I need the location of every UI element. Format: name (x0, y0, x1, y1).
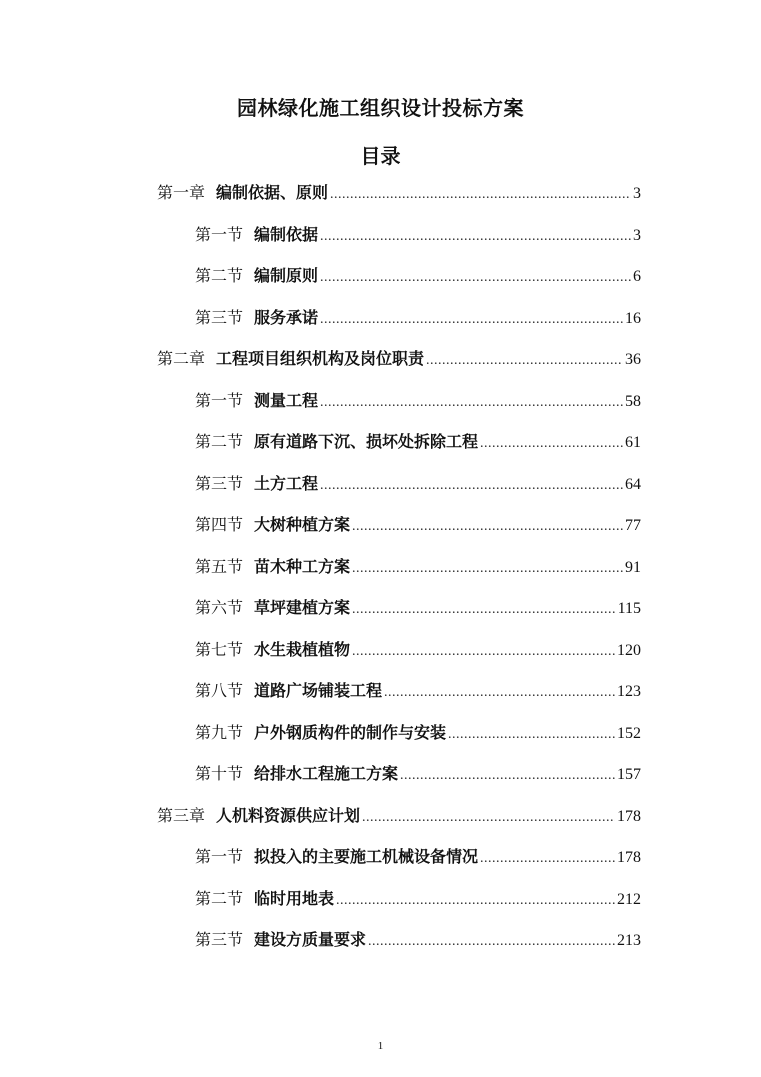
toc-entry[interactable] (195, 510, 641, 540)
toc-entry-label: 苗木种工方案 (254, 557, 351, 576)
toc-entry[interactable] (195, 469, 641, 499)
toc-leader-dots (320, 263, 631, 293)
toc-entry-label: 水生栽植植物 (254, 640, 351, 659)
toc-entry-label: 拟投入的主要施工机械设备情况 (254, 847, 479, 866)
toc-entry-page: 120 (617, 642, 641, 659)
toc-entry-label: 工程项目组织机构及岗位职责 (216, 349, 425, 368)
toc-leader-dots (368, 927, 615, 957)
toc-entry-label: 大树种植方案 (254, 515, 351, 534)
toc-leader-dots (320, 222, 631, 252)
toc-entry[interactable] (195, 759, 641, 789)
toc-leader-dots (320, 305, 623, 335)
toc-entry-label: 测量工程 (254, 391, 319, 410)
toc-entry[interactable] (195, 884, 641, 914)
toc-entry-number: 第三章 (157, 806, 206, 825)
toc-leader-dots (336, 886, 615, 916)
toc-entry-number: 第三节 (195, 930, 244, 949)
toc-entry[interactable] (195, 427, 641, 457)
toc-leader-dots (330, 180, 631, 210)
toc-entry-number: 第二节 (195, 266, 244, 285)
page-number: 1 (377, 1040, 384, 1052)
toc-entry[interactable] (195, 303, 641, 333)
toc-leader-dots (352, 637, 615, 667)
toc-entry[interactable] (195, 261, 641, 291)
toc-leader-dots (384, 678, 615, 708)
toc-entry[interactable] (157, 801, 641, 831)
toc-entry-number: 第二节 (195, 889, 244, 908)
toc-entry-label: 服务承诺 (254, 308, 319, 327)
toc-entry-number: 第五节 (195, 557, 244, 576)
toc-heading: 目录 (360, 144, 401, 168)
toc-entry-number: 第一节 (195, 847, 244, 866)
toc-entry-label: 草坪建植方案 (254, 598, 351, 617)
toc-entry[interactable] (195, 676, 641, 706)
toc-entry-page: 212 (617, 891, 641, 908)
toc-entry-number: 第三节 (195, 474, 244, 493)
toc-entry-page: 61 (625, 434, 641, 451)
toc-entry[interactable] (195, 386, 641, 416)
toc-entry-page: 3 (633, 227, 641, 244)
toc-entry[interactable] (195, 220, 641, 250)
toc-leader-dots (362, 803, 615, 833)
toc-entry-label: 建设方质量要求 (254, 930, 367, 949)
toc-entry[interactable] (195, 635, 641, 665)
toc-entry-number: 第九节 (195, 723, 244, 742)
toc-entry-page: 91 (625, 559, 641, 576)
toc-entry-label: 户外钢质构件的制作与安装 (254, 723, 447, 742)
document-title: 园林绿化施工组织设计投标方案 (237, 96, 524, 120)
toc-entry-page: 178 (617, 849, 641, 866)
toc-leader-dots (320, 471, 623, 501)
toc-entry-number: 第二节 (195, 432, 244, 451)
toc-entry[interactable] (157, 344, 641, 374)
toc-leader-dots (352, 595, 616, 625)
toc-entry-number: 第二章 (157, 349, 206, 368)
toc-entry-label: 编制依据 (254, 225, 319, 244)
toc-entry-number: 第一章 (157, 183, 206, 202)
toc-entry-page: 115 (617, 600, 641, 617)
toc-entry-page: 16 (625, 310, 641, 327)
toc-entry-page: 3 (633, 185, 641, 202)
toc-entry[interactable] (195, 925, 641, 955)
toc-entry-page: 123 (617, 683, 641, 700)
toc-entry-label: 道路广场铺装工程 (254, 681, 383, 700)
toc-entry-page: 77 (625, 517, 641, 534)
toc-leader-dots (480, 429, 623, 459)
toc-entry-label: 编制原则 (254, 266, 319, 285)
toc-entry-label: 给排水工程施工方案 (254, 764, 399, 783)
toc-entry[interactable] (195, 593, 641, 623)
toc-entry-page: 6 (633, 268, 641, 285)
toc-entry-number: 第六节 (195, 598, 244, 617)
toc-entry-label: 编制依据、原则 (216, 183, 329, 202)
toc-entry[interactable] (157, 178, 641, 208)
toc-entry-label: 原有道路下沉、损坏处拆除工程 (254, 432, 479, 451)
toc-entry[interactable] (195, 718, 641, 748)
toc-entry-number: 第三节 (195, 308, 244, 327)
toc-leader-dots (480, 844, 615, 874)
toc-entry-page: 58 (625, 393, 641, 410)
toc-entry-number: 第八节 (195, 681, 244, 700)
toc-entry-number: 第十节 (195, 764, 244, 783)
toc-entry-number: 第一节 (195, 225, 244, 244)
toc-entry-number: 第一节 (195, 391, 244, 410)
toc-entry-page: 178 (617, 808, 641, 825)
toc-leader-dots (320, 388, 623, 418)
toc-entry-label: 人机料资源供应计划 (216, 806, 361, 825)
toc-entry-page: 213 (617, 932, 641, 949)
toc-leader-dots (352, 554, 623, 584)
toc-leader-dots (352, 512, 623, 542)
toc-entry[interactable] (195, 552, 641, 582)
toc-entry-page: 152 (617, 725, 641, 742)
toc-entry-number: 第四节 (195, 515, 244, 534)
toc-entry[interactable] (195, 842, 641, 872)
toc-leader-dots (448, 720, 615, 750)
toc-leader-dots (426, 346, 623, 376)
toc-entry-label: 临时用地表 (254, 889, 335, 908)
toc-entry-number: 第七节 (195, 640, 244, 659)
toc-leader-dots (400, 761, 615, 791)
toc-entry-page: 157 (617, 766, 641, 783)
toc-entry-page: 36 (625, 351, 641, 368)
toc-entry-label: 土方工程 (254, 474, 319, 493)
toc-entry-page: 64 (625, 476, 641, 493)
